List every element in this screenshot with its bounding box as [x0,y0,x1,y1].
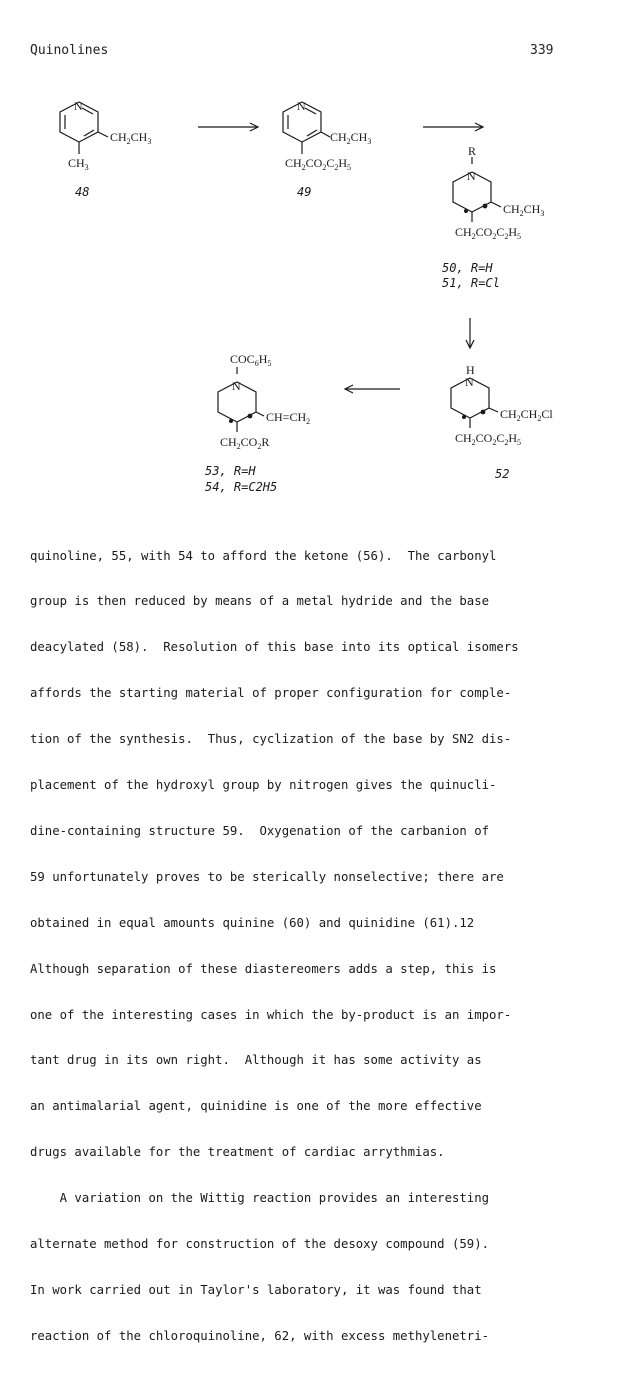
compound-52-chloroethyl: $CH_2CH_2Cl$ [500,407,553,423]
compound-49-ethyl: $CH_2CH_3$ [330,130,372,146]
body-line: drugs available for the treatment of cardiac arrythmias. [30,1145,445,1160]
compound-53-54-benzoyl: $COC_6H_5$ [230,352,272,368]
compound-48-number: 48 [75,185,90,199]
body-line: A variation on the Wittig reaction provides an interesting [30,1191,490,1206]
body-line: alternate method for construction of the desoxy compound (59). [30,1236,490,1251]
compound-49-ester: $CH_2CO_2C_2H_5$ [285,156,352,172]
compound-53-54-nitrogen: N [232,379,241,393]
body-line: obtained in equal amounts quinine (60) and quinidine (61).12 [30,915,475,930]
body-line: reaction of the chloroquinoline, 62, with excess methylenetri- [30,1328,490,1343]
body-line: Although separation of these diastereomers adds a step, this is [30,961,497,976]
compound-53-54-ester: $CH_2CO_2R$ [220,435,270,451]
compound-49-nitrogen: N [297,99,306,113]
body-line: 59 unfortunately proves to be sterically nonselective; there are [30,869,504,884]
compound-50-51-r-group: R [468,144,477,158]
compound-52-structure [451,378,498,428]
compound-53-54-structure [218,367,264,432]
compound-53-54-vinyl: $CH=CH_2$ [266,410,311,426]
compound-48-structure [60,102,108,154]
compound-50-51-nitrogen: N [467,169,476,183]
compound-52-ester: $CH_2CO_2C_2H_5$ [455,431,522,447]
compound-54-label: 54, R=C2H5 [205,480,278,494]
body-line: dine-containing structure 59. Oxygenation of the carbanion of [30,823,490,838]
body-line: quinoline, 55, with 54 to afford the ketone (56). The carbonyl [30,548,497,563]
body-line: affords the starting material of proper configuration for comple- [30,686,512,701]
compound-50-51-ester: $CH_2CO_2C_2H_5$ [455,225,522,241]
compound-52-nitrogen: N [465,375,474,389]
stereo-dots [229,204,487,423]
running-title: Quinolines [30,43,109,58]
body-line: one of the interesting cases in which the by-product is an impor- [30,1007,512,1022]
compound-49-structure [283,102,330,154]
compound-48-ethyl: $CH_2CH_3$ [110,130,152,146]
compound-53-label: 53, R=H [205,464,256,478]
compound-52-h: H [466,363,475,377]
arrow-48-to-49 [198,123,258,131]
arrow-49-to-50 [423,123,483,131]
body-line: tion of the synthesis. Thus, cyclization of the base by SN2 dis- [30,732,512,747]
compound-51-label: 51, R=Cl [442,276,500,290]
compound-52-number: 52 [495,467,510,481]
body-line: deacylated (58). Resolution of this base into its optical isomers [30,640,519,655]
reaction-scheme [0,80,636,500]
compound-49-number: 49 [297,185,312,199]
compound-50-51-ethyl: $CH_2CH_3$ [503,202,545,218]
body-line: placement of the hydroxyl group by nitrogen gives the quinucli- [30,778,497,793]
body-line: group is then reduced by means of a metal hydride and the base [30,594,490,609]
arrow-51-to-52 [466,318,474,348]
body-line: In work carried out in Taylor's laboratory, it was found that [30,1282,482,1297]
compound-50-label: 50, R=H [442,261,493,275]
body-line: tant drug in its own right. Although it has some activity as [30,1053,482,1068]
arrow-52-to-53 [345,385,400,393]
compound-50-51-structure [453,157,501,222]
body-line: an antimalarial agent, quinidine is one of the more effective [30,1099,482,1114]
compound-48-nitrogen: N [74,99,83,113]
body-text [30,518,620,1375]
compound-48-methyl: $CH_3$ [68,156,89,172]
page-number: 339 [530,43,554,58]
